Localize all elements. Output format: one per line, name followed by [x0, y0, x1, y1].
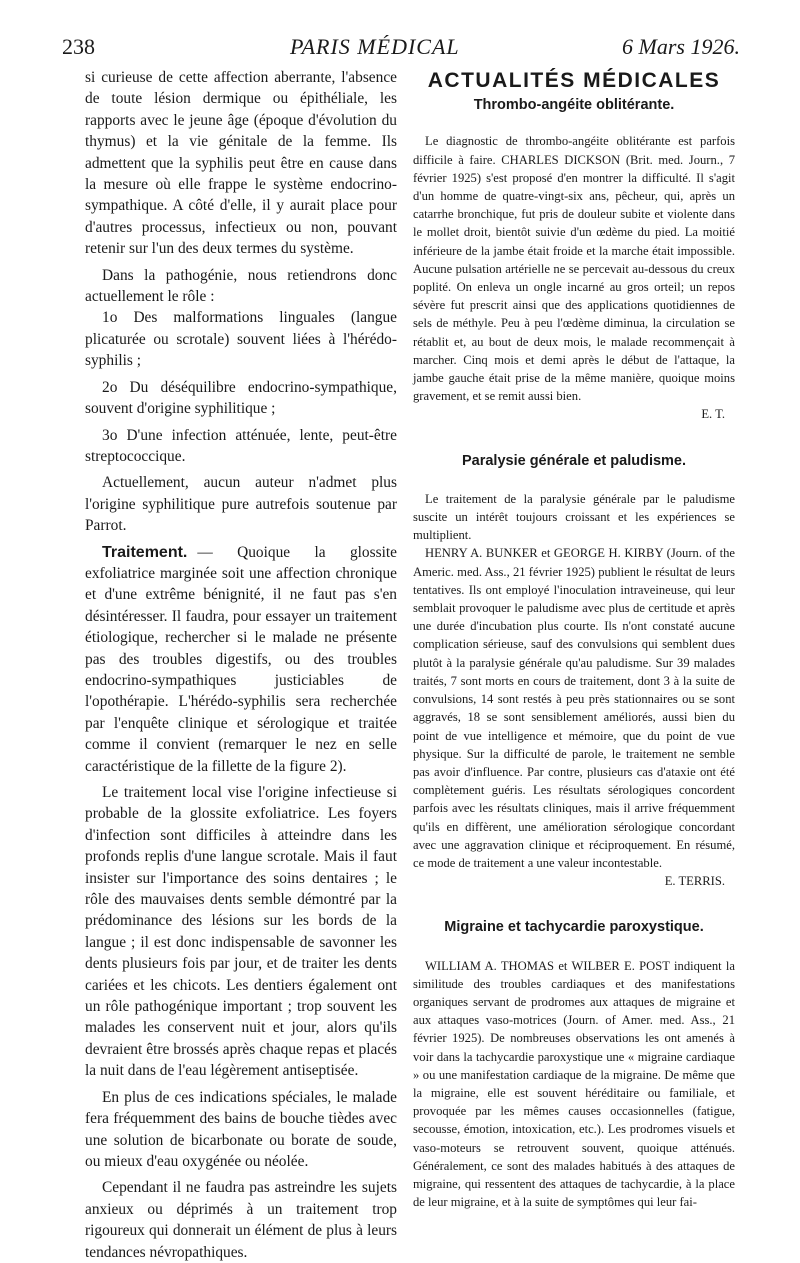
article-text: WILLIAM A. THOMAS et WILBER E. POST indiquent la similitude des troubles cardiaques et des manifestations organiques servant de prodromes aux attaques de migraine et aux attaques vaso-motrices (Journ. of Amer. med. Ass., 21 février 1925). De nombreuses observations les ont amenés à voir dans la tachycardie paroxystique une « migraine cardiaque » ou une manifestation cardiaque de la migraine. De même que la migraine, elle est souvent héréditaire ou familiale, et provoquée par les mêmes causes occasionnelles (fatigue, secousse, émotion, intoxication, etc.). Les prodromes visuels et vaso-moteurs se retrouvent souvent, quoique atténués. Généralement, ce sont des malades habitués à des attaques de migraine, qui ressentent des attaques de tachycardie, à la place de leur migraine, et à la suite de symptômes qui leur fai- — [413, 958, 735, 1210]
article-text: HENRY A. BUNKER et GEORGE H. KIRBY (Journ. of the Americ. med. Ass., 21 février 1925) publient le résultat de leurs tentatives. Ils ont employé l'inoculation intraveineuse, qui leur semblait provoquer le paludisme avec plus de certitude et après une durée d'incubation plus courte. Ils n'ont constaté aucune complication sérieuse, sauf des convulsions qui semblent dues plutôt à la paralysie générale qu'au paludisme. Sur 39 malades traités, 7 sont morts en cours de traitement, dont 3 à la suite de convulsions, 14 sont restés à peu près stationnaires ou se sont aggravés, 18 se sont sensiblement améliorés, aussi bien du point de vue intelligence et mémoire, que du point de vue physique. Sur la difficulté de parole, le traitement ne semble pas avoir d'influence. Par contre, plusieurs cas d'ataxie ont été complètement guéris. Les résultats sérologiques concordent parfois avec les résultats cliniques, mais il arrive fréquemment qu'ils en diffèrent, une amélioration sérologique concordant avec une aggravation clinique et réciproquement. En résumé, ce mode de traitement a une valeur incontestable. — [413, 546, 735, 870]
signature: E. T. — [701, 407, 725, 422]
left-column — [85, 67, 397, 1263]
paragraph: Actuellement, aucun auteur n'admet plus l'origine syphilitique pure autrefois soutenue par Parrot. — [85, 474, 397, 535]
page-number: 238 — [62, 34, 95, 59]
traitement-heading: Traitement. — [102, 543, 188, 561]
traitement-text: — Quoique la glossite exfoliatrice marginée soit une affection chronique et d'une extrême bénignité, il ne faut pas s'en désintéresser. Il faudra, pour essayer un traitement étiologique, rechercher si le malade ne présente pas des troubles digestifs, ou des troubles endocrino-sympathiques justiciables de l'opothérapie. L'hérédo-syphilis sera recherchée par l'enquête clinique et sérologique et traitée comme il convient (remarquer le nez en selle caractéristique de la fillette de la figure 2). — [85, 543, 397, 775]
page-header — [62, 34, 740, 68]
list-item: 1o Des malformations linguales (langue plicaturée ou scrotale) souvent liées à l'hérédo-syphilis ; — [85, 309, 397, 370]
article-title: Thrombo-angéite oblitérante. — [473, 97, 675, 114]
journal-title: PARIS MÉDICAL — [290, 34, 460, 59]
issue-date: 6 Mars 1926. — [622, 34, 740, 59]
article-title: Paralysie générale et paludisme. — [461, 452, 687, 469]
article-title: Migraine et tachycardie paroxystique. — [444, 919, 704, 936]
paragraph: Cependant il ne faudra pas astreindre les sujets anxieux ou déprimés à un traitement trop rigoureux qui donnerait un élément de plus à leurs tendances névropathiques. — [85, 1179, 397, 1261]
article-text: Le traitement de la paralysie générale par le paludisme suscite un intérêt toujours croissant et les expériences se multiplient. — [413, 491, 735, 543]
signature: E. TERRIS. — [664, 874, 725, 889]
paragraph — [85, 542, 397, 777]
paragraph: Le traitement local vise l'origine infectieuse si probable de la glossite exfoliatrice. Les foyers d'infection sont difficiles à atteindre dans les profonds replis d'une langue scrotale. Mais il faut insister sur l'importance des soins dentaires ; le rôle des mauvaises dents semble démontré par la prédominance des lésions sur les bords de la langue ; il est donc indispensable de savonner les dents plusieurs fois par jour, et de traiter les dents cariées et les chicots. Les dentiers également ont un rôle pathogénique important ; trop souvent les malades les conservent nuit et jour, alors qu'ils devraient être brossés après chaque repas et placés la nuit dans de l'eau légèrement antiseptisée. — [85, 784, 397, 1080]
right-column — [413, 70, 735, 1211]
paragraph: Dans la pathogénie, nous retiendrons donc actuellement le rôle : — [85, 266, 397, 306]
article-text: Le diagnostic de thrombo-angéite oblitérante est parfois difficile à faire. CHARLES DICKSON (Brit. med. Journ., 7 février 1925) s'est proposé d'en montrer la difficulté. Il s'agit d'un homme de quatre-vingt-six ans, pêcheur, qui, après un catarrhe bronchique, fut pris de douleur subite et violente dans le mollet droit, bientôt suivie d'un œdème du pied. La moitié inférieure de la jambe était froide et la marche était impossible. Aucune pulsation artérielle ne se percevait au-dessous du creux poplité. On enleva un ongle incarné au gros orteil; un repos sévère fut prescrit ainsi que des applications quotidiennes de sels de méthyle. Peu à peu l'œdème diminua, la circulation se rétablit et, au bout de deux mois, le malade recommençait à marcher. Cinq mois et demi après le début de l'attaque, la jambe gauche était prise de la même manière, quoique moins gravement, et se remit aussi bien. — [413, 134, 735, 404]
paragraph: si curieuse de cette affection aberrante, l'absence de toute lésion dermique ou épithéliale, les rapports avec le jeune âge (époque d'évolution du thymus) et la vie génitale de la femme. Ils admettent que la syphilis peut être en cause dans la mesure où elle frappe le système endocrino-sympathique. A côté d'elle, il y aurait place pour d'autres processus, infectieux ou non, pouvant retenir sur l'un des deux termes du système. — [85, 69, 397, 258]
section-title: ACTUALITÉS MÉDICALES — [427, 69, 721, 92]
paragraph: En plus de ces indications spéciales, le malade fera fréquemment des bains de bouche tièdes avec une solution de bicarbonate ou borate de soude, ou mieux d'eau oxygénée ou néolée. — [85, 1088, 397, 1170]
list-item: 2o Du déséquilibre endocrino-sympathique, souvent d'origine syphilitique ; — [85, 378, 397, 418]
list-item: 3o D'une infection atténuée, lente, peut-être streptococcique. — [85, 426, 397, 465]
